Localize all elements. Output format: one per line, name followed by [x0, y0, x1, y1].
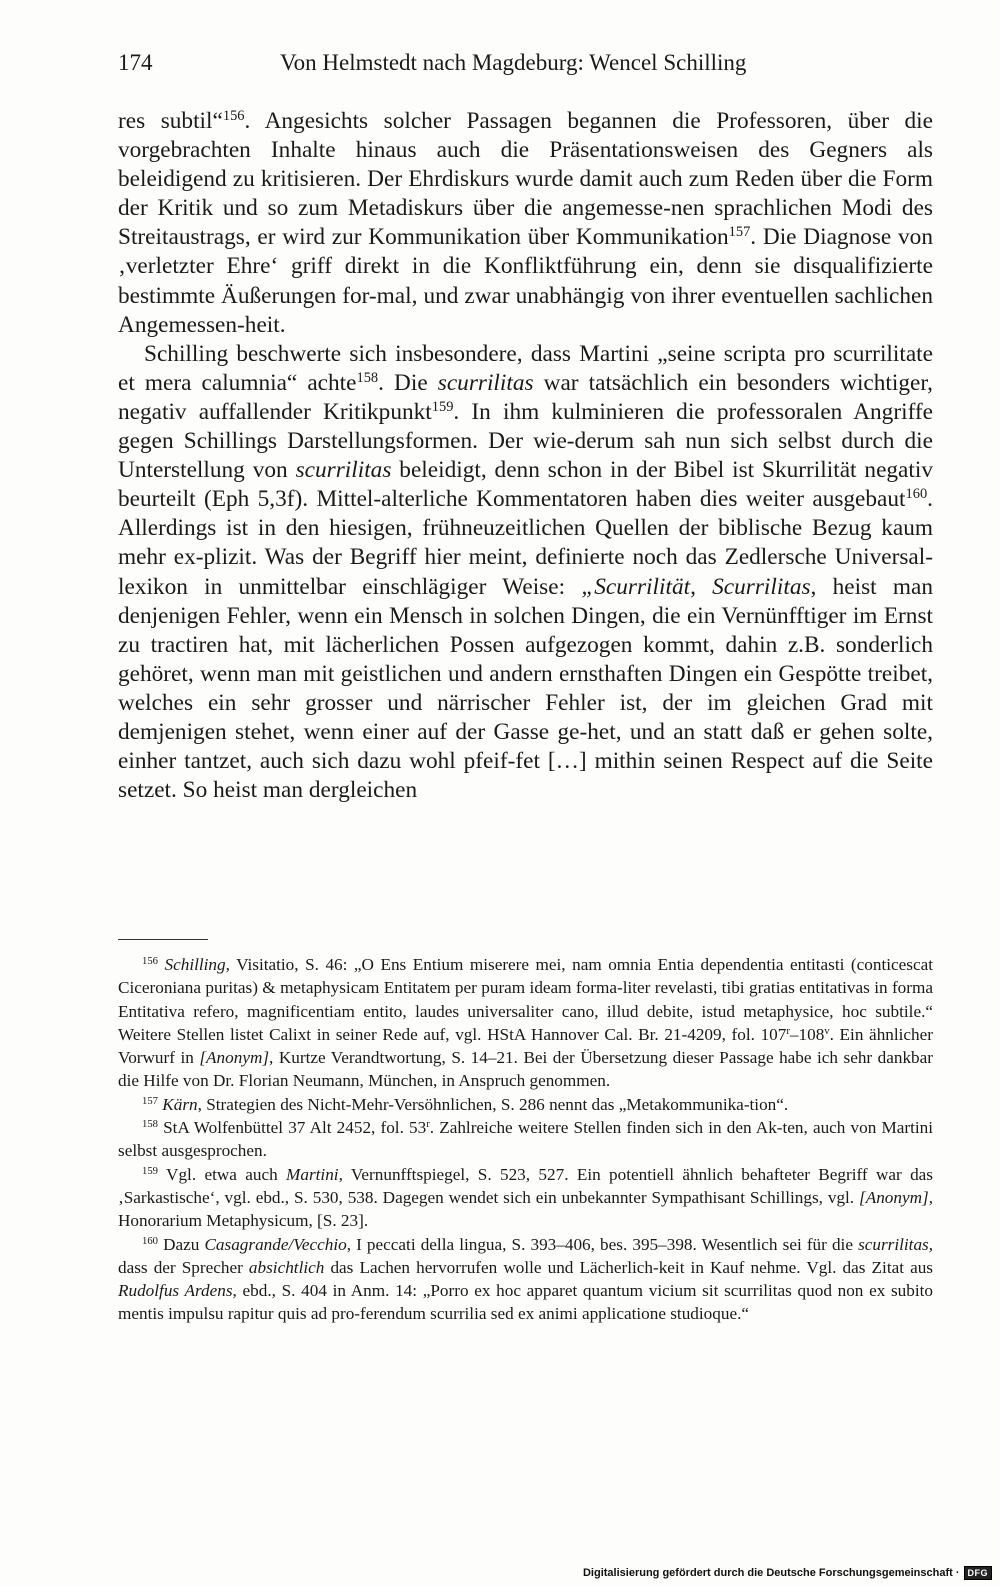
footnote-159: $^{159}$ Vgl. etwa auch Martini, Vernunfftspiegel, S. 523, 527. Ein potentiell ähnlich behafteter Begriff war das ‚Sarkastische‘, vgl. ebd., S. 530, 538. Dagegen wendet sich ein unbekannter Sympathisant Schillings, vgl. [Anonym], Honorarium Metaphysicum, [S. 23].: [118, 1164, 933, 1231]
footnote-ref-157[interactable]: 157: [728, 224, 751, 241]
running-title: Von Helmstedt nach Magdeburg: Wencel Schilling: [280, 50, 747, 75]
main-text: [118, 107, 933, 805]
digitization-footer: [583, 1566, 992, 1580]
page-number: 174: [118, 50, 153, 75]
footnote-158: $^{158}$ StA Wolfenbüttel 37 Alt 2452, fol. 53$^r$. Zahlreiche weitere Stellen finden sich in den Ak-ten, auch von Martini selbst ausgesprochen.: [118, 1118, 933, 1161]
dfg-logo: DFG: [964, 1566, 993, 1580]
footnote-156: $^{156}$ Schilling, Visitatio, S. 46: „O Ens Entium miserere mei, nam omnia Entia dependentia entitasti (conticescat Ciceroniana puritas) & metaphysicam Entitatem per puram ideam forma-liter revelasti, tibi gratias entitativas in forma Entitativa refero, magnificentiam entito, laudes universaliter cano, illud debite, istud metaphysice, hoc subtile.“ Weitere Stellen listet Calixt in seiner Rede auf, vgl. HStA Hannover Cal. Br. 21-4209, fol. 107$^r$–108$^v$. Ein ähnlicher Vorwurf in [Anonym], Kurtze Verandtwortung, S. 14–21. Bei der Übersetzung dieser Passage habe ich sehr dankbar die Hilfe von Dr. Florian Neumann, München, in Anspruch genommen.: [118, 955, 934, 1091]
footnote-divider: [118, 939, 208, 940]
footnote-160: $^{160}$ Dazu Casagrande/Vecchio, I peccati della lingua, S. 393–406, bes. 395–398. Wesentlich sei für die scurrilitas, dass der Sprecher absichtlich das Lachen hervorrufen wolle und Lächerlich-keit in Kauf nehme. Vgl. das Zitat aus Rudolfus Ardens, ebd., S. 404 in Anm. 14: „Porro ex hoc apparet quantum vicium sit scurrilitas quod non ex subito mentis impulsu rapitur quis ad pro-ferendum scurrilia sed ex animi applicatione studioque.“: [118, 1234, 934, 1324]
footnote-ref-159[interactable]: 159: [431, 399, 454, 415]
footnote-ref-156[interactable]: 156: [222, 108, 245, 125]
running-header: [118, 50, 933, 82]
footnote-ref-158[interactable]: 158: [356, 369, 379, 386]
footer-text: Digitalisierung gefördert durch die Deutsche Forschungsgemeinschaft ·: [582, 1567, 960, 1579]
paragraph-1: res subtil“$^{156}$. Angesichts solcher Passagen begannen die Professoren, über die vorgebrachten Inhalte hinaus auch die Präsentationsweisen des Gegners als beleidigend zu kritisieren. Der Ehrdiskurs wurde damit auch zum Reden über die Form der Kritik und so zum Metadiskurs über die angemesse-nen sprachlichen Modi des Streitaustrags, er wird zur Kommunikation über Kommunikation$^{157}$. Die Diagnose von ‚verletzter Ehre‘ griff direkt in die Konfliktführung ein, denn sie disqualifizierte bestimmte Äußerungen for-mal, und zwar unabhängig von ihrer eventuellen sachlichen Angemessen-heit.: [118, 108, 933, 338]
footnotes: [118, 953, 933, 1326]
footnote-ref-160[interactable]: 160: [905, 486, 928, 503]
footnote-157: $^{157}$ Kärn, Strategien des Nicht-Mehr-Versöhnlichen, S. 286 nennt das „Metakommunika-tion“.: [142, 1094, 789, 1114]
paragraph-2: Schilling beschwerte sich insbesondere, dass Martini „seine scripta pro scurrilitate et mera calumnia“ achte$^{158}$. Die scurrilitas war tatsächlich ein besonders wichtiger, negativ auffallender Kritikpunkt$^{159}$. In ihm kulminieren die professoralen Angriffe gegen Schillings Darstellungsformen. Der wie-derum sah nun sich selbst durch die Unterstellung von scurrilitas beleidigt, denn schon in der Bibel ist Skurrilität negativ beurteilt (Eph 5,3f). Mittel-alterliche Kommentatoren haben dies weiter ausgebaut$^{160}$. Allerdings ist in den hiesigen, frühneuzeitlichen Quellen der biblische Bezug kaum mehr ex-plizit. Was der Begriff hier meint, definierte noch das Zedlersche Universal-lexikon in unmittelbar einschlägiger Weise: „Scurrilität, Scurrilitas, heist man denjenigen Fehler, wenn ein Mensch in solchen Dingen, die ein Vernünfftiger im Ernst zu tractiren hat, mit lächerlichen Possen aufgezogen kommt, dahin z.B. sonderlich gehöret, wenn man mit geistlichen und andern ernsthaften Dingen ein Gespötte treibet, welches ein sehr grosser und närrischer Fehler ist, der im gleichen Grad mit demjenigen stehet, wenn einer auf der Gasse ge-het, und an statt daß er gehen solte, einher tantzet, auch sich dazu wohl pfeif-fet […] mithin seinen Respect auf die Seite setzet. So heist man dergleichen: [118, 340, 934, 804]
